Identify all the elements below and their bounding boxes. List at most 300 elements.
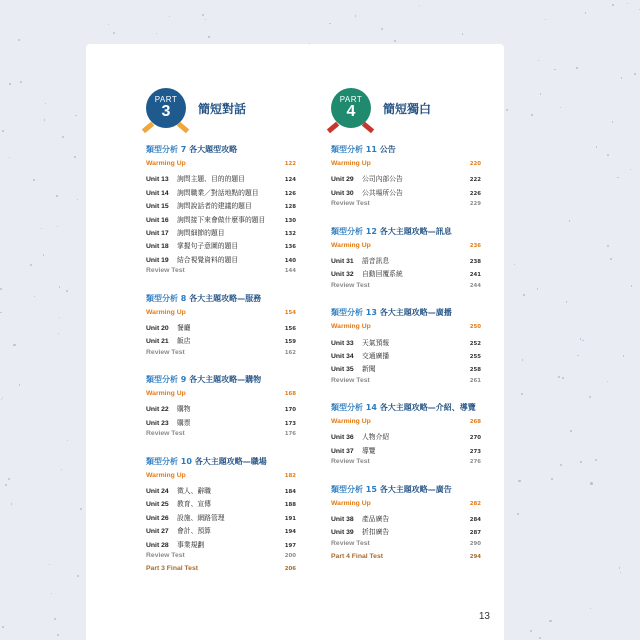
page-ref: 132 [284, 230, 296, 237]
page-ref: 229 [469, 201, 481, 208]
speckle-dot [589, 396, 591, 398]
toc-row [331, 337, 481, 350]
page-ref: 244 [469, 282, 481, 289]
toc-row [146, 335, 296, 348]
section-title [331, 144, 481, 155]
page-ref: 154 [284, 309, 296, 316]
warm-label: Warming Up [331, 323, 371, 331]
speckle-dot [0, 312, 2, 314]
final-label: Part 4 Final Test [331, 553, 383, 561]
unit-number: Unit 14 [146, 189, 169, 197]
speckle-dot [394, 40, 396, 42]
speckle-dot [20, 81, 22, 83]
page-ref: 194 [284, 529, 296, 536]
speckle-dot [80, 508, 82, 510]
speckle-dot [49, 564, 50, 565]
unit-topic: 設施、網路管理 [177, 513, 225, 522]
section-name: 公告 [379, 145, 396, 154]
part-word: PART [339, 95, 363, 104]
toc-row [331, 187, 481, 200]
speckle-dot [2, 130, 4, 132]
speckle-dot [2, 626, 4, 628]
final-label: Part 3 Final Test [146, 565, 198, 573]
unit-number: Unit 36 [331, 434, 354, 442]
speckle-dot [518, 480, 520, 482]
unit-number: Unit 26 [146, 514, 169, 522]
speckle-dot [562, 377, 564, 379]
section-category: 類型分析 10 [146, 456, 192, 466]
speckle-dot [205, 19, 207, 21]
section-title [331, 226, 481, 237]
page-ref: 294 [469, 554, 481, 561]
toc-row [146, 254, 296, 267]
toc-row [331, 418, 481, 431]
speckle-dot [1, 399, 2, 400]
unit-topic: 自動回覆系統 [362, 270, 403, 279]
page-ref: 156 [284, 325, 296, 332]
warm-label: Warming Up [331, 160, 371, 167]
speckle-dot [355, 15, 356, 16]
toc-row [331, 363, 481, 376]
toc-row [331, 458, 481, 471]
part-number: 3 [161, 103, 171, 120]
toc-row [146, 552, 296, 565]
unit-number: Unit 13 [146, 176, 169, 184]
page-ref: 255 [469, 353, 481, 360]
speckle-dot [419, 5, 420, 6]
pencil-icon [177, 122, 189, 134]
unit-topic: 餐廳 [177, 323, 191, 332]
speckle-dot [43, 254, 44, 255]
toc-section [146, 456, 296, 579]
speckle-dot [523, 294, 525, 296]
speckle-dot [537, 288, 539, 290]
section-title [146, 374, 296, 385]
page-ref: 162 [284, 349, 296, 356]
unit-number: Unit 15 [146, 203, 169, 211]
section-name: 各大主題攻略—服務 [189, 293, 262, 303]
speckle-dot [34, 296, 35, 297]
toc-row [146, 512, 296, 525]
review-label: Review Test [146, 551, 185, 559]
speckle-dot [595, 459, 597, 461]
unit-number: Unit 19 [146, 256, 169, 264]
speckle-dot [77, 575, 79, 577]
unit-number: Unit 30 [331, 189, 354, 197]
page-ref: 206 [284, 566, 296, 573]
speckle-dot [57, 634, 59, 636]
toc-row [146, 472, 296, 485]
unit-number: Unit 28 [146, 541, 169, 549]
section-name: 各大主題攻略—廣播 [379, 308, 452, 318]
toc-row [331, 540, 481, 553]
warm-label: Warming Up [146, 471, 186, 479]
part-word: PART [154, 95, 178, 104]
unit-topic: 掌握句子意圖的題目 [177, 242, 239, 251]
speckle-dot [462, 33, 464, 35]
unit-number: Unit 29 [331, 176, 354, 184]
page-ref: 173 [284, 420, 296, 427]
page-ref: 197 [284, 542, 296, 549]
speckle-dot [612, 4, 614, 6]
unit-number: Unit 37 [331, 447, 354, 455]
speckle-dot [381, 28, 383, 30]
unit-topic: 詢問細節的題目 [177, 228, 225, 237]
speckle-dot [9, 157, 10, 158]
page-ref: 124 [284, 177, 296, 184]
unit-topic: 產品廣告 [362, 515, 390, 524]
page-ref: 188 [284, 502, 296, 509]
speckle-dot [18, 39, 20, 41]
toc-row [331, 323, 481, 336]
page-ref: 273 [469, 448, 481, 455]
toc-row [331, 553, 481, 566]
unit-topic: 詢問說話者的建議的題目 [177, 202, 252, 211]
page-ref: 290 [469, 540, 481, 547]
unit-number: Unit 34 [331, 352, 354, 360]
speckle-dot [576, 67, 578, 69]
page-ref: 270 [469, 435, 481, 442]
speckle-dot [58, 333, 59, 334]
page-ref: 268 [469, 419, 481, 426]
unit-number: Unit 25 [146, 501, 169, 509]
section-category: 類型分析 12 [331, 226, 377, 236]
page-ref: 168 [284, 391, 296, 398]
unit-number: Unit 18 [146, 243, 169, 251]
speckle-dot [540, 93, 542, 95]
toc-row [146, 200, 296, 213]
warm-label: Warming Up [146, 160, 186, 167]
section-title [331, 402, 481, 413]
warm-label: Warming Up [146, 390, 186, 398]
page-ref: 250 [469, 324, 481, 331]
unit-topic: 結合視覺資料的題目 [177, 255, 239, 264]
page-ref: 200 [284, 552, 296, 559]
toc-section [331, 307, 481, 390]
speckle-dot [585, 12, 586, 13]
section-title [146, 144, 296, 155]
section-name: 各大主題攻略—訊息 [379, 226, 452, 236]
section-name: 各大題型攻略 [189, 145, 238, 154]
review-label: Review Test [331, 376, 370, 384]
page-ref: 122 [284, 161, 296, 167]
speckle-dot [41, 228, 42, 229]
review-label: Review Test [331, 281, 370, 289]
review-label: Review Test [146, 267, 185, 275]
speckle-dot [607, 154, 609, 156]
speckle-dot [169, 16, 170, 17]
speckle-dot [631, 285, 632, 286]
speckle-dot [108, 24, 109, 25]
warm-label: Warming Up [331, 241, 371, 249]
speckle-dot [596, 146, 597, 147]
speckle-dot [551, 478, 553, 480]
page-ref: 241 [469, 272, 481, 279]
speckle-dot [531, 114, 532, 115]
toc-row [331, 160, 481, 173]
speckle-dot [569, 220, 570, 221]
speckle-dot [61, 469, 62, 470]
toc-row [331, 268, 481, 281]
part-3-title: 簡短對話 [198, 102, 247, 116]
toc-row [331, 513, 481, 526]
section-name: 各大主題攻略—廣告 [379, 484, 452, 494]
unit-number: Unit 17 [146, 229, 169, 237]
page-ref: 126 [284, 190, 296, 197]
speckle-dot [522, 359, 523, 360]
toc-row [146, 417, 296, 430]
page-ref: 287 [469, 530, 481, 537]
part-4-column [331, 88, 481, 579]
speckle-dot [627, 3, 628, 4]
toc-row [146, 403, 296, 416]
unit-topic: 詢問主題、目的的題目 [177, 175, 245, 184]
speckle-dot [506, 109, 508, 111]
section-name: 各大主題攻略—職場 [194, 456, 267, 466]
toc-row [331, 350, 481, 363]
page-ref: 258 [469, 367, 481, 374]
speckle-dot [560, 107, 561, 108]
unit-number: Unit 32 [331, 271, 354, 279]
speckle-dot [539, 637, 541, 639]
speckle-dot [208, 36, 209, 37]
unit-number: Unit 23 [146, 419, 169, 427]
speckle-dot [545, 19, 547, 21]
toc-row [146, 227, 296, 240]
toc-row [146, 525, 296, 538]
page-ref: 176 [284, 431, 296, 438]
speckle-dot [2, 397, 3, 398]
speckle-dot [75, 115, 77, 117]
review-label: Review Test [331, 539, 370, 547]
unit-topic: 會計、預算 [177, 527, 211, 536]
warm-label: Warming Up [331, 499, 371, 507]
toc-row [146, 173, 296, 186]
page-ref: 284 [469, 517, 481, 524]
speckle-dot [74, 156, 76, 158]
toc-row [331, 431, 481, 444]
unit-topic: 導覽 [362, 446, 376, 455]
toc-row [146, 565, 296, 578]
speckle-dot [590, 482, 592, 484]
review-label: Review Test [146, 348, 185, 356]
speckle-dot [54, 618, 56, 620]
speckle-dot [9, 83, 10, 84]
speckle-dot [570, 430, 572, 432]
toc-section [146, 293, 296, 363]
speckle-dot [560, 464, 562, 466]
page-ref: 130 [284, 217, 296, 224]
speckle-dot [62, 136, 64, 138]
speckle-dot [44, 119, 45, 120]
toc-row [146, 498, 296, 511]
speckle-dot [530, 630, 532, 632]
section-name: 各大主題攻略—介紹、導覽 [379, 403, 476, 413]
toc-row [331, 526, 481, 539]
speckle-dot [538, 60, 539, 61]
page-ref: 184 [284, 489, 296, 496]
speckle-dot [517, 513, 519, 515]
unit-topic: 購票 [177, 418, 191, 427]
section-category: 類型分析 11 [331, 145, 377, 154]
unit-number: Unit 31 [331, 257, 354, 265]
speckle-dot [45, 103, 46, 104]
section-title [146, 456, 296, 467]
page-ref: 136 [284, 244, 296, 251]
section-category: 類型分析 15 [331, 484, 377, 494]
toc-row [146, 349, 296, 362]
page-ref: 170 [284, 407, 296, 414]
speckle-dot [607, 381, 608, 382]
review-label: Review Test [331, 458, 370, 466]
speckle-dot [514, 264, 515, 265]
unit-topic: 飯店 [177, 337, 191, 346]
section-category: 類型分析 9 [146, 375, 187, 385]
pencil-icon [327, 122, 339, 134]
speckle-dot [202, 14, 204, 16]
page-ref: 182 [284, 472, 296, 479]
speckle-dot [19, 384, 21, 386]
toc-row [146, 322, 296, 335]
speckle-dot [549, 620, 551, 622]
page-ref: 252 [469, 340, 481, 347]
unit-topic: 新聞 [362, 365, 376, 374]
toc-row [331, 282, 481, 295]
warm-label: Warming Up [146, 308, 186, 316]
speckle-dot [612, 121, 614, 123]
toc-row [331, 242, 481, 255]
unit-number: Unit 33 [331, 339, 354, 347]
section-category: 類型分析 13 [331, 308, 377, 318]
speckle-dot [617, 177, 618, 178]
unit-topic: 天氣預報 [362, 338, 390, 347]
toc-row [146, 240, 296, 253]
speckle-dot [577, 355, 579, 357]
speckle-dot [623, 355, 625, 357]
section-category: 類型分析 14 [331, 403, 377, 413]
unit-topic: 購物 [177, 405, 191, 414]
speckle-dot [59, 286, 61, 288]
unit-topic: 語音訊息 [362, 256, 390, 265]
section-category: 類型分析 7 [146, 145, 187, 154]
part-3-sections [146, 144, 296, 579]
page-ref: 191 [284, 515, 296, 522]
page-ref: 144 [284, 268, 296, 275]
unit-number: Unit 27 [146, 528, 169, 536]
toc-row [146, 160, 296, 173]
toc-row [146, 187, 296, 200]
page-ref: 222 [469, 177, 481, 184]
toc-row [331, 500, 481, 513]
page-ref: 236 [469, 242, 481, 249]
toc-section [331, 226, 481, 296]
speckle-dot [156, 33, 157, 34]
unit-topic: 教育、宣傳 [177, 500, 211, 509]
speckle-dot [59, 317, 60, 318]
speckle-dot [582, 340, 583, 341]
page-ref: 276 [469, 459, 481, 466]
speckle-dot [590, 608, 591, 609]
toc-row [146, 214, 296, 227]
speckle-dot [610, 258, 612, 260]
toc-row [331, 200, 481, 213]
speckle-dot [620, 572, 621, 573]
toc-row [331, 173, 481, 186]
page-ref: 282 [469, 500, 481, 507]
speckle-dot [558, 376, 560, 378]
toc-row [146, 539, 296, 552]
toc-row [331, 377, 481, 390]
pencil-icon [362, 122, 374, 134]
toc-section [146, 374, 296, 444]
section-title [331, 307, 481, 318]
page-ref: 226 [469, 190, 481, 197]
speckle-dot [77, 199, 79, 201]
unit-topic: 交通廣播 [362, 351, 390, 360]
speckle-dot [566, 301, 567, 302]
speckle-dot [33, 179, 35, 181]
pencil-icon [142, 122, 154, 134]
part-3-header [146, 88, 296, 144]
speckle-dot [630, 169, 631, 170]
part-4-sections [331, 144, 481, 567]
unit-topic: 公司內部公告 [362, 175, 403, 184]
toc-section [331, 484, 481, 567]
toc-row [146, 430, 296, 443]
speckle-dot [580, 461, 582, 463]
page-ref: 261 [469, 377, 481, 384]
unit-topic: 折扣廣告 [362, 528, 390, 537]
speckle-dot [51, 593, 52, 594]
section-category: 類型分析 8 [146, 293, 187, 303]
toc-row [146, 390, 296, 403]
section-title [146, 293, 296, 304]
page-ref: 140 [284, 257, 296, 264]
part-3-column [146, 88, 296, 591]
unit-number: Unit 20 [146, 324, 169, 332]
toc-row [146, 309, 296, 322]
page-ref: 238 [469, 258, 481, 265]
unit-topic: 詢問接下來會做什麼事的題目 [177, 215, 266, 224]
speckle-dot [30, 264, 32, 266]
speckle-dot [113, 32, 115, 34]
toc-section [331, 144, 481, 214]
section-title [331, 484, 481, 495]
toc-section [146, 144, 296, 281]
unit-topic: 人物介紹 [362, 433, 390, 442]
page-number: 13 [478, 611, 490, 622]
toc-row [146, 485, 296, 498]
speckle-dot [554, 69, 556, 71]
page-ref: 128 [284, 204, 296, 211]
unit-topic: 徵人、辭職 [177, 487, 211, 496]
speckle-dot [57, 226, 58, 227]
toc-row [331, 445, 481, 458]
speckle-dot [56, 195, 58, 197]
speckle-dot [13, 344, 15, 346]
part-4-title: 簡短獨白 [383, 102, 432, 116]
unit-number: Unit 24 [146, 488, 169, 496]
unit-number: Unit 39 [331, 529, 354, 537]
speckle-dot [8, 478, 10, 480]
speckle-dot [580, 338, 582, 340]
warm-label: Warming Up [331, 418, 371, 426]
speckle-dot [67, 440, 68, 441]
speckle-dot [0, 288, 2, 290]
review-label: Review Test [331, 200, 370, 208]
part-4-header [331, 88, 481, 144]
review-label: Review Test [146, 430, 185, 438]
